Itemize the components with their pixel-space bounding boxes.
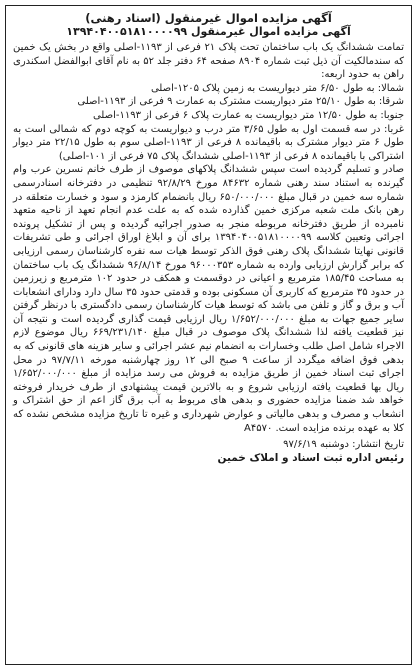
notice-body (13, 41, 404, 435)
signature: رئیس اداره ثبت اسناد و املاک خمین (217, 451, 404, 464)
publish-line (13, 438, 404, 452)
publish-date: ۹۷/۶/۱۹ (283, 439, 317, 451)
intro-paragraph: تمامت ششدانگ یک باب ساختمان تحت پلاک ۲۱ فرعی از ۱۱۹۳-اصلی واقع در بخش یک خمین که سندمالکیت آن ذیل ثبت شماره ۸۹۰۴ صفحه ۶۴ دفتر جلد ۵۲ به نام آقای ابوالفضل اسکندری راهن به حدود اربعه: (13, 42, 404, 81)
boundary-east: شرقا: به طول ۲۵/۱۰ متر دیواریست مشترک به عمارت ۹ فرعی از ۱۱۹۳-اصلی (77, 96, 404, 108)
auction-details-paragraph: صادر و تسلیم گردیده است سپس ششدانگ پلاکهای موصوف از طرف خانم نسرین عرب وام گیرنده به استناد سند رهنی شماره ۸۴۶۳۲ مورخ ۹۲/۸/۲۹ تنظیمی در دفترخانه اسنادرسمی شماره سه خمین در قبال مبلغ ۶۵۰/۰۰۰/۰۰۰ ریال بانضمام کارمزد و سود و خسارت متعلقه در رهن بانک ملت شعبه مرکزی خمین گذارده شده که به علت عدم انجام تعهد از ناحیه متعهد نامبرده از طریق دفترخانه مربوطه منجر به صدور اجرائیه گردیده و پس از تشکیل پرونده اجرائی وتعیین کلاسه ۱۳۹۴۰۴۰۰۵۱۸۱۰۰۰۰۹۹ برای آن و ابلاغ اوراق اجرائی و طی تشریفات قانونی نهایتا ششدانگ پلاک رهنی فوق الذکر توسط هیات سه نفره کارشناسان رسمی ارزیابی که برابر گزارش ارزیابی وارده به شماره ۹۶۰۰۰۳۵۳ مورخ ۹۶/۸/۱۴ ششدانگ یک باب ساختمان به مساحت ۱۸۵/۴۵ مترمربع و اعیانی در دوقسمت و همکف در حدود ۱۰۲ مترمربع و زیرزمین در حدود ۳۵ مترمربع که کاربری آن مسکونی بوده و قدمتی حدود ۳۵ سال دارد ودارای انشعابات آب و برق و گاز و تلفن می باشد که توسط هیات کارشناسان رسمی دادگستری با درنظر گرفتن سایر جمیع جهات به مبلغ ۱/۶۵۲/۰۰۰/۰۰۰ ریال ارزیابی قیمت گذاری گردیده است و نتیجه آن نیز قطعیت یافته لذا ششدانگ پلاک موصوف در قبال مبلغ ۶۶۹/۲۳۱/۱۴۰ ریال موضوع لازم الاجراء شامل اصل طلب وخسارات به انضمام نیم عشر اجرائی و سایر هزینه های قانونی که به بدهی فوق اضافه میگردد از ساعت ۹ صبح الی ۱۲ روز چهارشنبه مورخه ۹۷/۷/۱۱ در محل اجرای ثبت اسناد خمین از طریق مزایده به فروش می رسد مزایده از مبلغ ۱/۶۵۲/۰۰۰/۰۰۰ ریال بها قطعیت یافته ارزیابی شروع و به بالاترین قیمت پیشنهادی از طرف خریدار فروخته خواهد شد ضمنا مزایده حضوری و بدهی های مربوط به آب برق گاز اعم از حق اشتراک و انشعاب و مصرف و بدهی مالیاتی و عوارض شهرداری و غیره تا تاریخ مزایده مشخص نشده که کلا به عهده برنده مزایده است. A۴۵۷۰ (13, 164, 405, 434)
publish-label: تاریخ انتشار: دوشنبه (319, 439, 404, 451)
notice-footer (13, 438, 404, 465)
notice-box (5, 5, 412, 665)
notice-subheading: آگهی مزایده اموال غیرمنقول ۱۳۹۴۰۴۰۰۵۱۸۱۰۰۰۰۹۹ (66, 25, 351, 38)
boundary-south: جنوبا: به طول ۱۲/۵۰ متر دیواریست به عمارت پلاک ۶ فرعی از ۱۱۹۳-اصلی (92, 109, 404, 121)
notice-heading: آگهی مزایده اموال غیرمنقول (اسناد رهنی) (85, 11, 332, 25)
boundary-west: غربا: در سه قسمت اول به طول ۳/۶۵ متر درب و دیواریست به کوچه دوم که شمالی است به طول ۶ متر دیوار مشترک به باقیمانده ۸ فرعی از ۱۱۹۳-اصلی سوم به طول ۲۲/۱۵ متر دیوار اشتراکی با باقیمانده ۸ فرعی از ۱۱۹۳-اصلی ششدانگ پلاک ۷۵ فرعی از ۱۰۱-اصلی) (13, 123, 405, 162)
boundary-north: شمالا: به طول ۶/۵۰ متر دیواریست به زمین پلاک ۱۲۰۵-اصلی (150, 82, 404, 94)
